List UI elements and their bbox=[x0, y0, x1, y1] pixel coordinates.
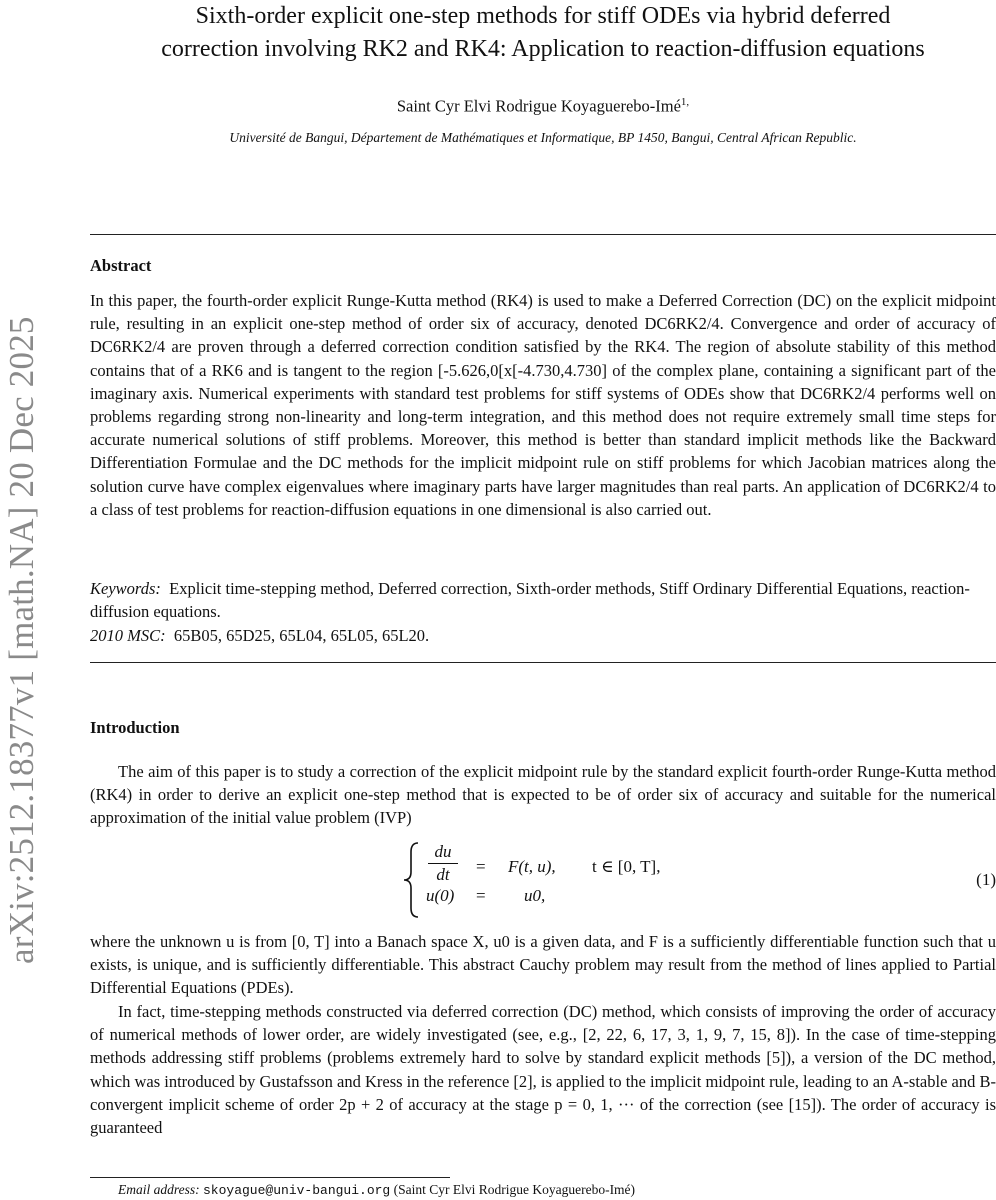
author bbox=[90, 96, 996, 117]
abstract-heading: Abstract bbox=[90, 256, 152, 275]
equation-number: (1) bbox=[976, 870, 996, 889]
author-marker: 1, bbox=[680, 96, 690, 108]
affiliation: Université de Bangui, Département de Mathématiques et Informatique, BP 1450, Bangui, Central African Republic. bbox=[229, 130, 857, 145]
equals-sign-2: = bbox=[476, 886, 486, 905]
rhs-function: F(t, u), bbox=[508, 857, 556, 876]
abstract-text: In this paper, the fourth-order explicit Runge-Kutta method (RK4) is used to make a Deferred Correction (DC) on the explicit midpoint rule, resulting in an explicit one-step method of order six of accuracy, denoted DC6RK2/4. Convergence and order of accuracy of DC6RK2/4 are proven through a deferred correction condition satisfied by the RK4. The region of absolute stability of this method contains that of a RK6 and is tangent to the region [-5.626,0[x[-4.730,4.730] of the complex plane, containing a significant part of the imaginary axis. Numerical experiments with standard test problems for stiff systems of ODEs show that DC6RK2/4 performs well on problems regarding strong non-linearity and long-term integration, and this method does not require extremely small time steps for accurate numerical solutions of stiff problems. Moreover, this method is better than standard implicit methods like the Backward Differentiation Formulae and the DC methods for the implicit midpoint rule on stiff problems for which Jacobian matrices along the solution curve have complex eigenvalues where imaginary parts have larger magnitudes than real parts. An application of DC6RK2/4 to a class of test problems for reaction-diffusion equations in one dimensional is also carried out. bbox=[90, 291, 996, 519]
intro-paragraph-2: where the unknown u is from [0, T] into a Banach space X, u0 is a given data, and F is a sufficiently differentiable function such that u exists, is unique, and is sufficiently differentiable. This abstract Cauchy problem may result from the method of lines applied to Partial Differential Equations (PDEs). bbox=[90, 932, 996, 998]
paper-title bbox=[90, 0, 996, 66]
fraction-denominator: dt bbox=[436, 865, 450, 884]
msc bbox=[90, 624, 996, 647]
arxiv-id: arXiv:2512.18377v1 [math.NA] 20 Dec 2025 bbox=[2, 316, 41, 964]
equals-sign-1: = bbox=[476, 857, 486, 876]
arxiv-stamp bbox=[0, 236, 44, 966]
email-link[interactable]: skoyague@univ-bangui.org bbox=[203, 1183, 391, 1198]
title-line-1: Sixth-order explicit one-step methods for stiff ODEs via hybrid deferred bbox=[195, 3, 891, 29]
title-line-2: correction involving RK2 and RK4: Application to reaction-diffusion equations bbox=[161, 36, 925, 62]
initial-value: u0, bbox=[524, 886, 546, 905]
footnote-rule bbox=[90, 1177, 450, 1178]
abstract-bottom-rule bbox=[90, 662, 996, 663]
author-name: Saint Cyr Elvi Rodrigue Koyaguerebo-Imé bbox=[396, 96, 681, 116]
intro-paragraph-3: In fact, time-stepping methods constructed via deferred correction (DC) method, which consists of improving the order of accuracy of numerical methods of lower order, are widely investigated (see, e.g., [2, 22, 6, 17, 3, 1, 9, 7, 15, 8]). In the case of time-stepping methods addressing stiff problems (problems extremely hard to solve by standard explicit methods [5]), a version of the DC method, which was introduced by Gustafsson and Kress in the reference [2], is applied to the implicit midpoint rule, leading to an A-stable and B-convergent implicit scheme of order 2p + 2 of accuracy at the stage p = 0, 1, ··· of the correction (see [15]). The order of accuracy is guaranteed bbox=[90, 1002, 996, 1138]
keywords-label: Keywords: bbox=[90, 579, 161, 598]
keywords-text: Explicit time-stepping method, Deferred correction, Sixth-order methods, Stiff Ordinary Differential Equations, reaction-diffusion equations. bbox=[90, 579, 970, 621]
msc-text: 65B05, 65D25, 65L04, 65L05, 65L20. bbox=[173, 626, 430, 645]
time-domain: t ∈ [0, T], bbox=[592, 857, 661, 876]
introduction-heading: Introduction bbox=[90, 718, 180, 737]
fraction-bar bbox=[428, 863, 458, 864]
derivative-fraction bbox=[428, 843, 458, 884]
intro-paragraph-1: The aim of this paper is to study a correction of the explicit midpoint rule by the standard explicit fourth-order Runge-Kutta method (RK4) in order to derive an explicit one-step method that is expected to be of order six of accuracy and suitable for the numerical approximation of the initial value problem (IVP) bbox=[90, 762, 996, 828]
abstract-top-rule bbox=[90, 234, 996, 235]
keywords bbox=[90, 577, 996, 623]
msc-label: 2010 MSC: bbox=[90, 626, 166, 645]
fraction-numerator: du bbox=[434, 842, 452, 861]
equation-1 bbox=[400, 840, 996, 920]
initial-lhs: u(0) bbox=[426, 886, 455, 905]
footnote-name: (Saint Cyr Elvi Rodrigue Koyaguerebo-Imé) bbox=[393, 1182, 636, 1197]
footnote-label: Email address: bbox=[118, 1182, 200, 1197]
footnote bbox=[118, 1182, 635, 1198]
left-brace bbox=[400, 840, 422, 920]
